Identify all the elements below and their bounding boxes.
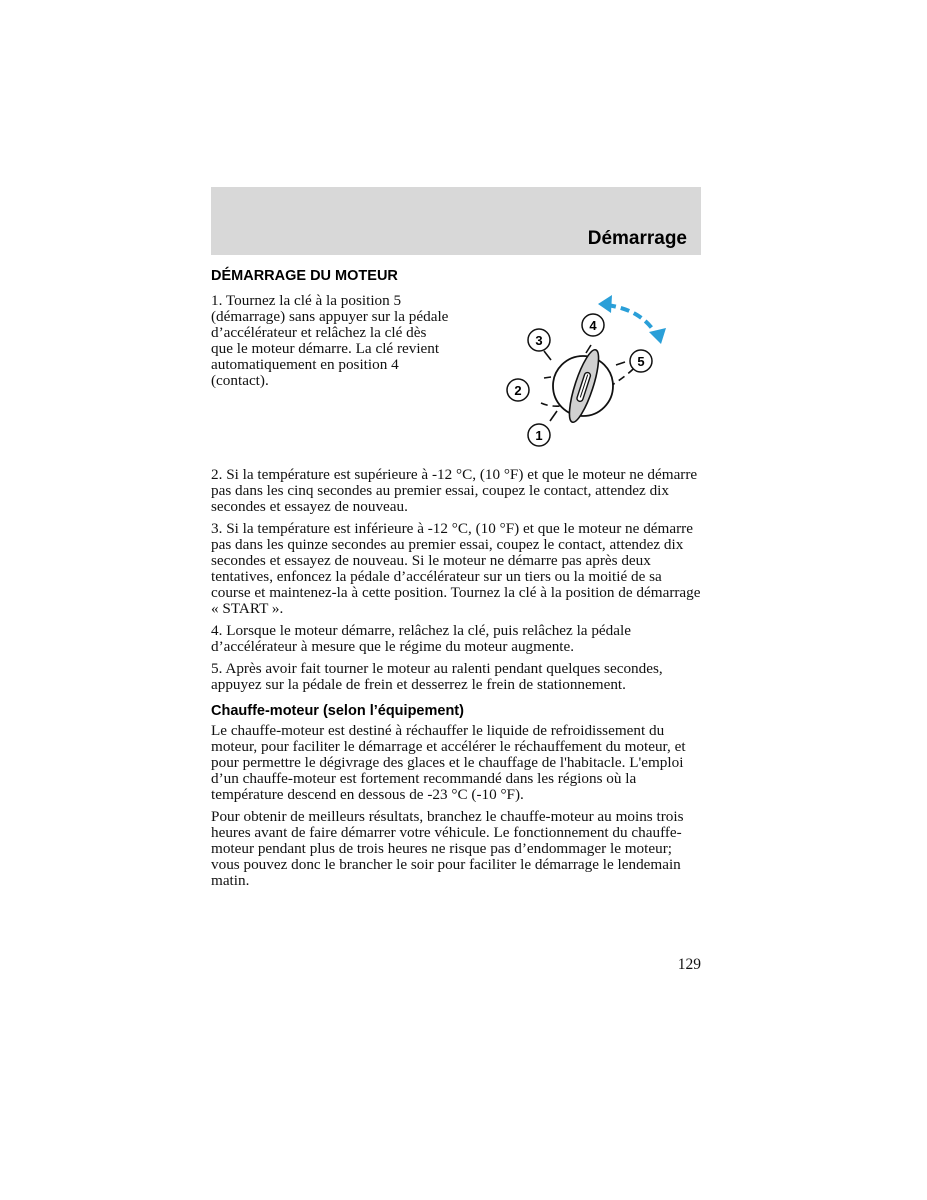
position-2-tick (544, 377, 551, 378)
position-3-tick (544, 351, 551, 360)
rotation-arrow-icon (598, 295, 666, 344)
chapter-header (211, 187, 701, 255)
position-label-1 (528, 424, 550, 446)
subsection-heading: Chauffe-moteur (selon l’équipement) (211, 703, 464, 719)
page-number: 129 (677, 956, 701, 973)
position-label-2 (507, 379, 529, 401)
subsection-paragraph-2: Pour obtenir de meilleurs résultats, branchez le chauffe-moteur au moins trois heures avant de faire démarrer votre véhicule. Le fonctionnement du chauffe-moteur pendant plus de trois heures ne risque pas d’endommager le moteur; vous pouvez donc le brancher le soir pour faciliter le démarrage le lendemain matin. (211, 808, 684, 889)
svg-text:2: 2 (514, 383, 522, 398)
step-3: 3. Si la température est inférieure à -12 °C, (10 °F) et que le moteur ne démarre pas dans les quinze secondes au premier essai, coupez le contact, attendez dix secondes et essayez de nouveau. Si le moteur ne démarre pas après deux tentatives, enfoncez la pédale d’accélérateur sur un tiers ou la moitié de sa course et maintenez-la à cette position. Tournez la clé à la position de démarrage « START ». (211, 520, 701, 617)
svg-text:5: 5 (637, 354, 645, 369)
position-label-3 (528, 329, 550, 351)
section-heading: DÉMARRAGE DU MOTEUR (211, 268, 398, 284)
svg-text:3: 3 (535, 333, 543, 348)
step-1: 1. Tournez la clé à la position 5 (démarrage) sans appuyer sur la pédale d’accélérateur et relâchez la clé dès que le moteur démarre. La clé revient automatiquement en position 4 (contact). (211, 292, 449, 389)
position-label-5 (630, 350, 652, 372)
step-2: 2. Si la température est supérieure à -12 °C, (10 °F) et que le moteur ne démarre pas dans les cinq secondes au premier essai, coupez le contact, attendez dix secondes et essayez de nouveau. (211, 466, 698, 515)
svg-text:1: 1 (535, 428, 543, 443)
ignition-switch-diagram (495, 290, 675, 460)
step-4: 4. Lorsque le moteur démarre, relâchez la clé, puis relâchez la pédale d’accélérateur à mesure que le régime du moteur augmente. (211, 622, 631, 655)
position-1-tick (550, 411, 557, 421)
subsection-paragraph-1: Le chauffe-moteur est destiné à réchauffer le liquide de refroidissement du moteur, pour faciliter le démarrage et accélérer le réchauffement du moteur, et pour permettre le dégivrage des glaces et le chauffage de l'habitacle. L'emploi d’un chauffe-moteur est fortement recommandé dans les régions où la température descend en dessous de -23 °C (-10 °F). (211, 722, 686, 803)
step-5: 5. Après avoir fait tourner le moteur au ralenti pendant quelques secondes, appuyez sur la pédale de frein et desserrez le frein de stationnement. (211, 660, 663, 693)
chapter-title: Démarrage (587, 228, 687, 249)
position-label-4 (582, 314, 604, 336)
main-text-column (211, 467, 701, 895)
position-5-tick (616, 362, 625, 365)
svg-text:4: 4 (589, 318, 597, 333)
